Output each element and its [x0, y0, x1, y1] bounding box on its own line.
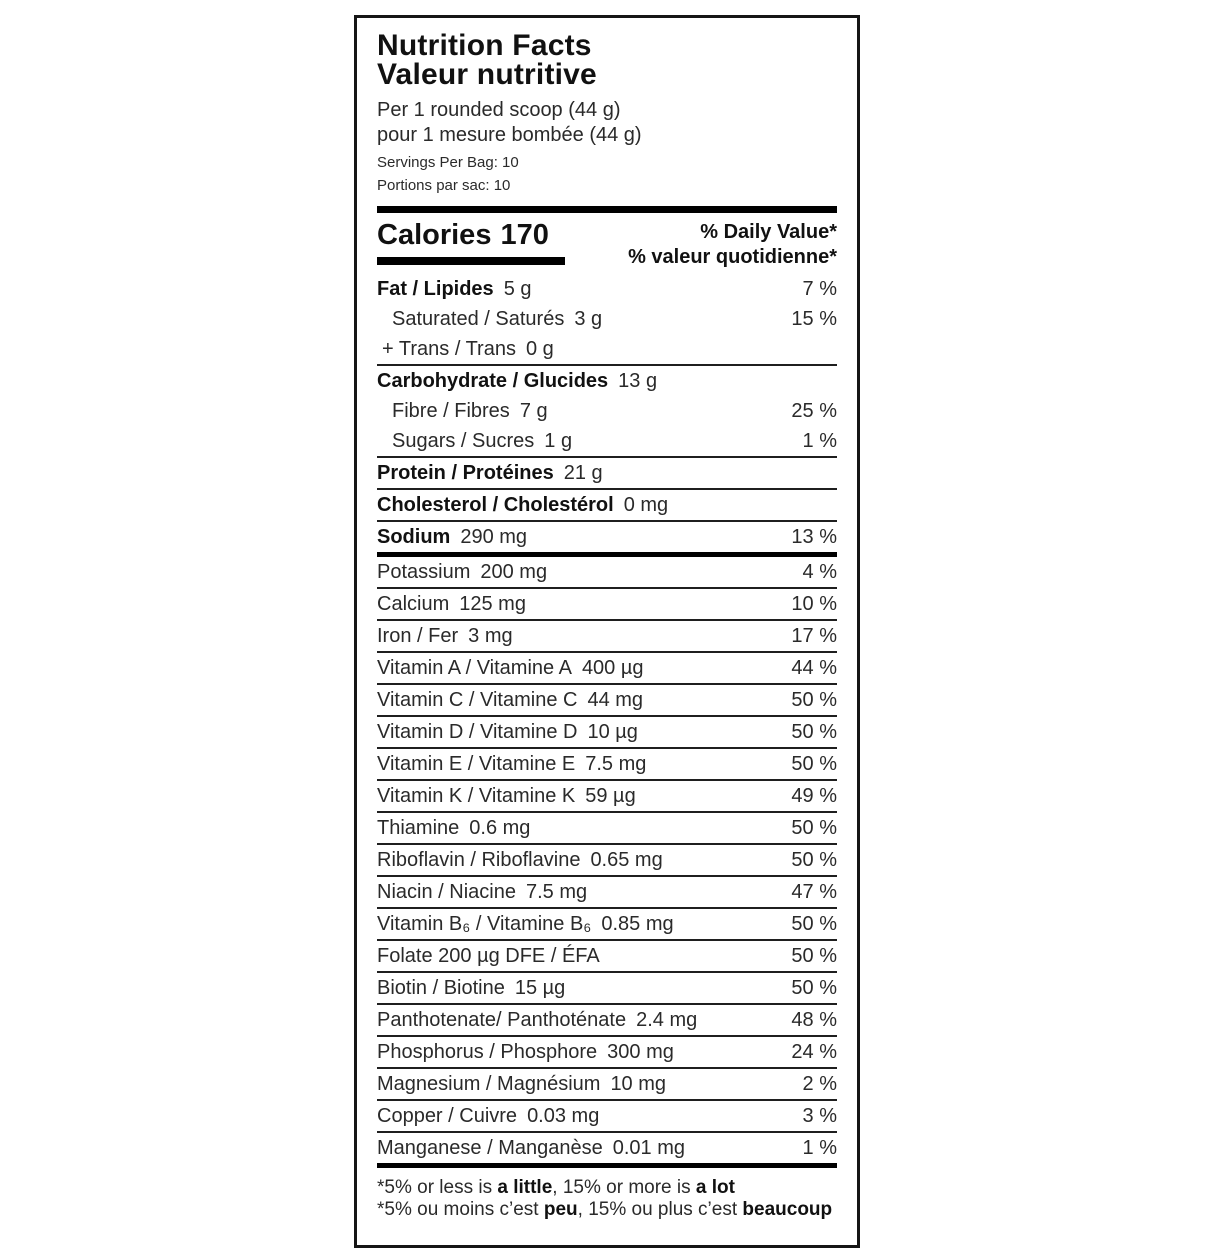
nutrient-amount: 15 µg — [514, 977, 566, 999]
nutrient-name: Potassium — [377, 561, 471, 583]
nutrient-row — [377, 426, 837, 458]
footnote-line-en — [377, 1177, 837, 1199]
nutrient-row — [377, 621, 837, 653]
nutrient-row — [377, 490, 837, 522]
label-title-en: Nutrition Facts — [377, 29, 592, 62]
nutrient-amount: 10 mg — [610, 1073, 667, 1095]
nutrient-name: Riboflavin / Riboflavine — [377, 849, 581, 871]
nutrient-daily-value: 3 % — [802, 1105, 837, 1127]
nutrient-name: Saturated / Saturés — [392, 308, 565, 330]
nutrient-name: Vitamin B₆ / Vitamine B₆ — [377, 913, 592, 935]
nutrient-name: Carbohydrate / Glucides — [377, 370, 609, 392]
nutrient-amount: 5 g — [503, 278, 532, 300]
nutrient-row — [377, 973, 837, 1005]
nutrient-row — [377, 877, 837, 909]
nutrient-row — [377, 909, 837, 941]
calories-block — [377, 220, 565, 265]
nutrient-name: Sugars / Sucres — [392, 430, 535, 452]
serving-size-block — [377, 98, 837, 148]
nutrient-daily-value: 50 % — [791, 817, 837, 839]
nutrient-amount: 3 g — [574, 308, 603, 330]
nutrient-amount: 300 mg — [607, 1041, 674, 1063]
nutrient-row — [377, 1005, 837, 1037]
nutrient-daily-value: 4 % — [802, 561, 837, 583]
nutrient-row — [377, 653, 837, 685]
nutrient-daily-value: 13 % — [791, 526, 837, 548]
footnote-emphasis: a lot — [695, 1177, 735, 1198]
nutrient-name: Sodium — [377, 526, 451, 548]
nutrient-daily-value: 48 % — [791, 1009, 837, 1031]
nutrient-amount: 21 g — [563, 462, 603, 484]
nutrient-amount: 0.03 mg — [527, 1105, 600, 1127]
nutrient-daily-value: 50 % — [791, 689, 837, 711]
nutrient-name: Protein / Protéines — [377, 462, 554, 484]
calories-label: Calories — [377, 219, 492, 251]
serving-size-en: Per 1 rounded scoop (44 g) — [377, 99, 621, 121]
nutrient-name: Vitamin C / Vitamine C — [377, 689, 578, 711]
nutrient-amount: 125 mg — [459, 593, 526, 615]
nutrient-row — [377, 813, 837, 845]
nutrient-amount: 0 g — [525, 338, 554, 360]
nutrient-row — [377, 458, 837, 490]
nutrient-row — [377, 1101, 837, 1133]
nutrient-daily-value: 49 % — [791, 785, 837, 807]
nutrient-amount: 7 g — [519, 400, 548, 422]
nutrient-daily-value: 50 % — [791, 849, 837, 871]
nutrient-name: Folate 200 µg DFE / ÉFA — [377, 945, 600, 967]
nutrient-name: Magnesium / Magnésium — [377, 1073, 601, 1095]
nutrient-amount: 3 mg — [468, 625, 513, 647]
nutrient-amount: 1 g — [544, 430, 573, 452]
nutrient-rows — [377, 274, 837, 1168]
nutrient-amount: 44 mg — [587, 689, 644, 711]
nutrient-amount: 290 mg — [460, 526, 528, 548]
nutrient-daily-value: 50 % — [791, 977, 837, 999]
nutrient-daily-value: 50 % — [791, 913, 837, 935]
nutrition-facts-label — [354, 15, 860, 1248]
nutrient-name: Thiamine — [377, 817, 460, 839]
nutrient-row — [377, 749, 837, 781]
servings-per-bag-fr: Portions par sac: 10 — [377, 177, 511, 194]
daily-value-header-en: % Daily Value* — [700, 221, 837, 243]
nutrient-amount: 10 µg — [587, 721, 638, 743]
nutrient-row — [377, 334, 837, 366]
daily-value-header-block — [628, 220, 837, 270]
nutrient-daily-value: 44 % — [791, 657, 837, 679]
nutrient-daily-value: 47 % — [791, 881, 837, 903]
nutrient-name: + Trans / Trans — [382, 338, 516, 360]
footnote-text: *5% or less is — [377, 1177, 498, 1198]
nutrient-name: Manganese / Manganèse — [377, 1137, 603, 1159]
nutrient-daily-value: 24 % — [791, 1041, 837, 1063]
nutrient-name: Vitamin K / Vitamine K — [377, 785, 576, 807]
footnote-block — [377, 1168, 837, 1221]
nutrient-amount: 59 µg — [585, 785, 636, 807]
nutrient-daily-value: 1 % — [802, 430, 837, 452]
daily-value-header-fr: % valeur quotidienne* — [628, 246, 837, 268]
nutrient-name: Vitamin A / Vitamine A — [377, 657, 572, 679]
servings-per-bag-en: Servings Per Bag: 10 — [377, 154, 519, 171]
nutrient-amount: 0.85 mg — [601, 913, 674, 935]
footnote-emphasis: beaucoup — [742, 1199, 833, 1220]
nutrient-row — [377, 304, 837, 334]
nutrient-daily-value: 50 % — [791, 945, 837, 967]
nutrient-amount: 7.5 mg — [525, 881, 588, 903]
nutrient-row — [377, 1069, 837, 1101]
label-title-fr: Valeur nutritive — [377, 58, 597, 91]
nutrient-row — [377, 522, 837, 557]
nutrient-row — [377, 685, 837, 717]
nutrient-daily-value: 50 % — [791, 753, 837, 775]
nutrient-amount: 400 µg — [581, 657, 644, 679]
nutrient-row — [377, 781, 837, 813]
calories-underline-bar — [377, 257, 565, 265]
nutrient-daily-value: 25 % — [791, 400, 837, 422]
nutrient-name: Calcium — [377, 593, 450, 615]
nutrient-amount: 200 mg — [480, 561, 548, 583]
nutrient-name: Vitamin E / Vitamine E — [377, 753, 576, 775]
nutrient-daily-value: 7 % — [802, 278, 837, 300]
servings-count-block — [377, 151, 837, 197]
footnote-emphasis: peu — [543, 1199, 578, 1220]
nutrient-row — [377, 1037, 837, 1069]
nutrient-amount: 13 g — [618, 370, 658, 392]
nutrient-name: Vitamin D / Vitamine D — [377, 721, 578, 743]
nutrient-name: Panthotenate/ Panthoténate — [377, 1009, 627, 1031]
nutrient-amount: 7.5 mg — [585, 753, 647, 775]
serving-size-fr: pour 1 mesure bombée (44 g) — [377, 124, 642, 146]
nutrient-amount: 2.4 mg — [636, 1009, 698, 1031]
footnote-text: , 15% or more is — [552, 1177, 696, 1198]
nutrient-name: Niacin / Niacine — [377, 881, 516, 903]
nutrient-amount: 0.65 mg — [590, 849, 663, 871]
nutrient-name: Copper / Cuivre — [377, 1105, 518, 1127]
nutrient-row — [377, 717, 837, 749]
nutrient-daily-value: 2 % — [802, 1073, 837, 1095]
separator-bar-header — [377, 206, 837, 213]
nutrient-row — [377, 396, 837, 426]
nutrient-daily-value: 10 % — [791, 593, 837, 615]
nutrient-row — [377, 845, 837, 877]
footnote-emphasis: a little — [497, 1177, 553, 1198]
nutrient-name: Phosphorus / Phosphore — [377, 1041, 598, 1063]
nutrient-name: Fibre / Fibres — [392, 400, 510, 422]
nutrient-name: Fat / Lipides — [377, 278, 494, 300]
calories-section — [377, 220, 837, 270]
footnote-text: , 15% ou plus c’est — [577, 1199, 743, 1220]
nutrient-daily-value: 1 % — [802, 1137, 837, 1159]
nutrient-daily-value: 50 % — [791, 721, 837, 743]
footnote-text: *5% ou moins c’est — [377, 1199, 544, 1220]
nutrient-row — [377, 557, 837, 589]
calories-value: 170 — [500, 219, 549, 251]
calories-text — [377, 220, 565, 251]
nutrient-row — [377, 274, 837, 304]
nutrient-daily-value: 17 % — [791, 625, 837, 647]
nutrient-amount: 0.01 mg — [612, 1137, 685, 1159]
nutrient-name: Biotin / Biotine — [377, 977, 505, 999]
footnote-line-fr — [377, 1199, 837, 1221]
nutrient-amount: 0.6 mg — [469, 817, 531, 839]
nutrient-name: Iron / Fer — [377, 625, 459, 647]
nutrient-row — [377, 589, 837, 621]
nutrient-name: Cholesterol / Cholestérol — [377, 494, 614, 516]
nutrient-amount: 0 mg — [623, 494, 669, 516]
nutrient-daily-value: 15 % — [791, 308, 837, 330]
nutrient-row — [377, 941, 837, 973]
nutrient-row — [377, 1133, 837, 1168]
nutrient-row — [377, 366, 837, 396]
